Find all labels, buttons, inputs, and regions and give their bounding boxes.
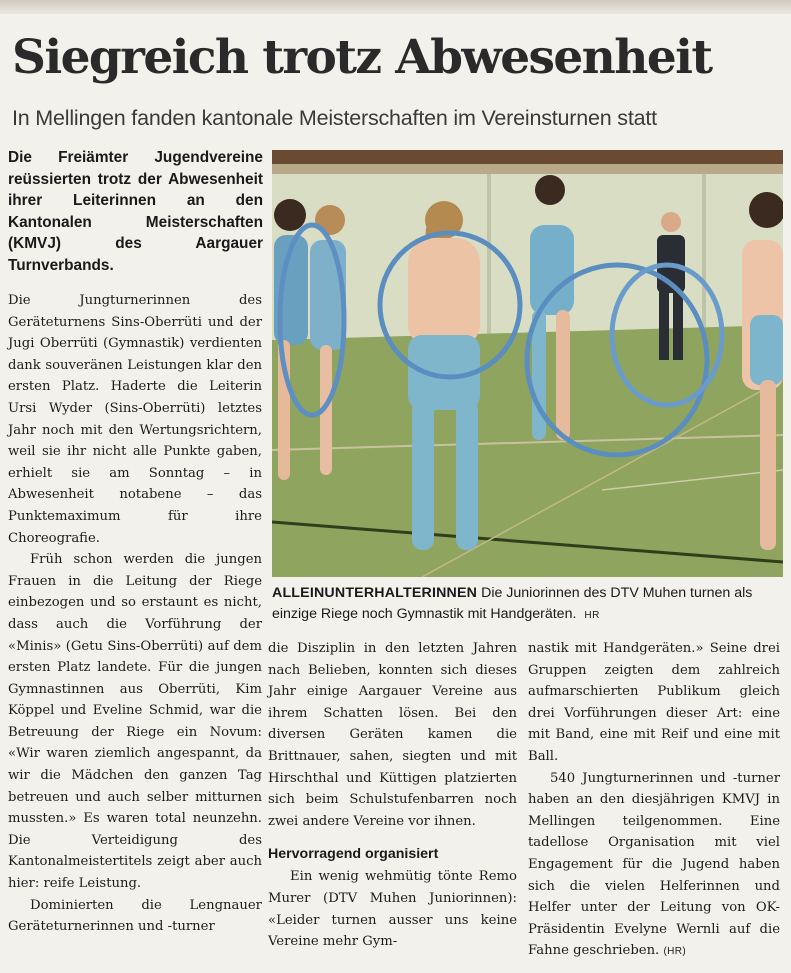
photo-wall <box>272 150 783 350</box>
body-text: 540 Jungturnerinnen und -turner haben an den diesjährigen KMVJ in Mellingen teilgenommen. Eine tadellose Organisation mit viel Engagement für die Jugend haben sich die vielen Helferinnen und Helfer unter der Leitung von OK-Präsidentin Evelyne Wernli auf die Fahne geschrieben. <box>528 770 780 959</box>
author-credit: (HR) <box>663 946 687 958</box>
body-column-1 <box>8 290 262 938</box>
subheadline: In Mellingen fanden kantonale Meisterschaften im Vereinsturnen statt <box>12 106 657 130</box>
photo-ceiling-beam <box>272 150 783 164</box>
body-paragraph: Dominierten die Lengnauer Geräteturnerinnen und -turner <box>8 897 262 935</box>
body-paragraph: nastik mit Handgeräten.» Seine drei Gruppen zeigten dem zahlreich aufmarschierten Publikum gleich drei Vorführungen dieser Art: eine mit Band, eine mit Reif und eine mit Ball. <box>528 641 780 764</box>
article-photo <box>272 150 783 577</box>
page-top-edge <box>0 0 791 14</box>
body-paragraph: Ein wenig wehmütig tönte Remo Murer (DTV Muhen Juniorinnen): «Leider turnen ausser uns keine Vereine mehr Gym- <box>268 869 517 950</box>
body-paragraph: Früh schon werden die jungen Frauen in die Leitung der Riege einbezogen und so erstaunt es nicht, dass auch die Vorführung der «Minis» (Getu Sins-Oberrüti) auf dem ersten Platz landete. Für die jungen Gymnastinnen aus Oberrüti, Kim Köppel und Eveline Schmid, war die Betreuung der Riege ein Novum: «Wir waren ziemlich angespannt, da wir die Mädchen den ganzen Tag betreuen und auch selber mitturnen mussten.» Es waren total neunzehn. Die Verteidigung des Kantonalmeistertitels zeigt aber auch hier: reife Leistung. <box>8 552 262 892</box>
caption-credit: HR <box>584 609 600 621</box>
body-paragraph: Die Jungturnerinnen des Geräteturnens Sins-Oberrüti und der Jugi Oberrüti (Gymnastik) verdienten dank souveränen Leistungen klar den ersten Platz. Haderte die Leiterin Ursi Wyder (Sins-Oberrüti) letztes Jahr noch mit den Wertungsrichtern, weil sie ihr nicht alle Punkte gaben, erhielt sie am Sonntag – in Abwesenheit notabene – das Punktemaximum für ihre Choreografie. <box>8 293 262 546</box>
caption-kicker: ALLEINUNTERHALTERINNEN <box>272 585 478 601</box>
body-column-3 <box>528 638 780 963</box>
body-paragraph: die Disziplin in den letzten Jahren nach Belieben, konnten sich dieses Jahr einige Aargauer Vereine aus ihrem Schatten lösen. Bei den diversen Geräten kamen die Brittnauer, sahen, siegten und mit Hirschthal und Küttigen platzierten sich beim Schulstufenbarren noch zwei andere Vereine vor ihnen. <box>268 641 517 829</box>
photo-gymnast-right <box>535 175 565 205</box>
caption-text: Die Juniorinnen des DTV Muhen turnen als einzige Riege noch Gymnastik mit Handgeräten. <box>272 585 753 622</box>
photo-caption <box>272 583 784 626</box>
section-heading: Hervorragend organisiert <box>268 846 439 863</box>
headline: Siegreich trotz Abwesenheit <box>12 30 712 85</box>
gymnastics-photo <box>272 150 783 577</box>
body-paragraph <box>528 768 780 963</box>
body-column-2 <box>268 638 517 953</box>
lead-paragraph: Die Freiämter Jugendvereine reüssierten trotz der Abwesenheit ihrer Leiterinnen an den Kantonalen Meisterschaften (KMVJ) des Aargauer Turnverbands. <box>8 149 263 274</box>
